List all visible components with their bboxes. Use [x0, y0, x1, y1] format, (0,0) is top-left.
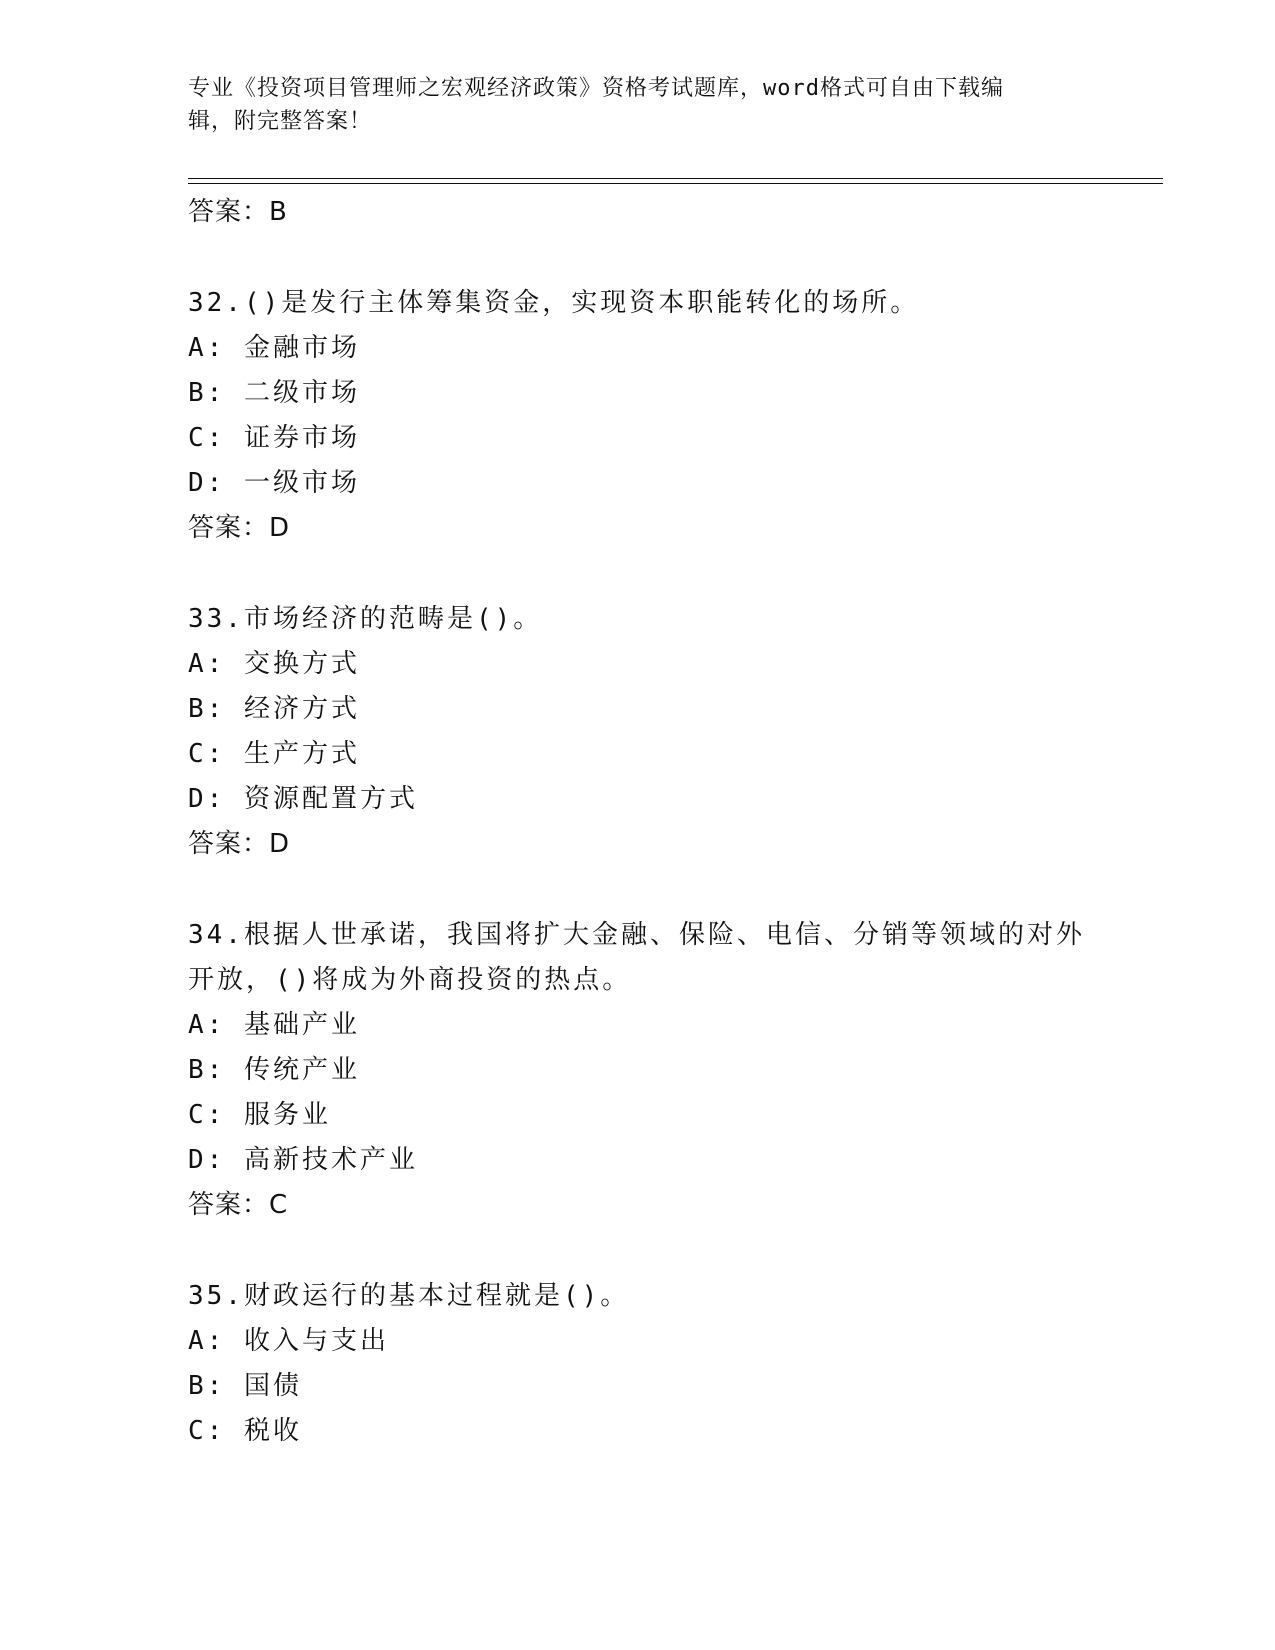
- question-stem: 35.财政运行的基本过程就是()。: [188, 1281, 630, 1311]
- option-c: C: 生产方式: [188, 739, 360, 769]
- spacer: [188, 550, 1088, 597]
- header-line-1: 专业《投资项目管理师之宏观经济政策》资格考试题库，word格式可自由下载编: [188, 76, 1004, 101]
- option-b: B: 经济方式: [188, 694, 360, 724]
- option-b: B: 传统产业: [188, 1055, 360, 1085]
- document-header: [188, 72, 1088, 138]
- option-b: B: 国债: [188, 1371, 302, 1401]
- spacer: [188, 234, 1088, 281]
- option-d: D: 资源配置方式: [188, 784, 418, 814]
- question-stem-line-2: 开放，()将成为外商投资的热点。: [188, 965, 632, 995]
- answer: 答案：D: [188, 513, 291, 543]
- option-a: A: 基础产业: [188, 1010, 360, 1040]
- question-stem-line-1: 34.根据人世承诺，我国将扩大金融、保险、电信、分销等领域的对外: [188, 920, 1085, 950]
- question-stem: 33.市场经济的范畴是()。: [188, 604, 543, 634]
- option-c: C: 证券市场: [188, 423, 360, 453]
- spacer: [188, 866, 1088, 913]
- question-34: [188, 913, 1088, 1227]
- option-d: D: 一级市场: [188, 468, 360, 498]
- option-d: D: 高新技术产业: [188, 1145, 418, 1175]
- question-stem: 32.()是发行主体筹集资金，实现资本职能转化的场所。: [188, 288, 920, 318]
- question-list: [188, 190, 1088, 1454]
- answer: 答案：C: [188, 1190, 289, 1220]
- option-a: A: 收入与支出: [188, 1326, 389, 1356]
- option-b: B: 二级市场: [188, 378, 360, 408]
- question-32: [188, 281, 1088, 550]
- header-line-2: 辑，附完整答案！: [188, 109, 373, 134]
- header-divider-top: [188, 178, 1163, 179]
- option-c: C: 税收: [188, 1416, 302, 1446]
- header-divider-bottom: [188, 183, 1163, 184]
- answer-prev: 答案：B: [188, 197, 288, 227]
- option-a: A: 交换方式: [188, 649, 360, 679]
- question-33: [188, 597, 1088, 866]
- question-35: [188, 1274, 1088, 1454]
- answer: 答案：D: [188, 829, 291, 859]
- spacer: [188, 1227, 1088, 1274]
- option-a: A: 金融市场: [188, 333, 360, 363]
- option-c: C: 服务业: [188, 1100, 331, 1130]
